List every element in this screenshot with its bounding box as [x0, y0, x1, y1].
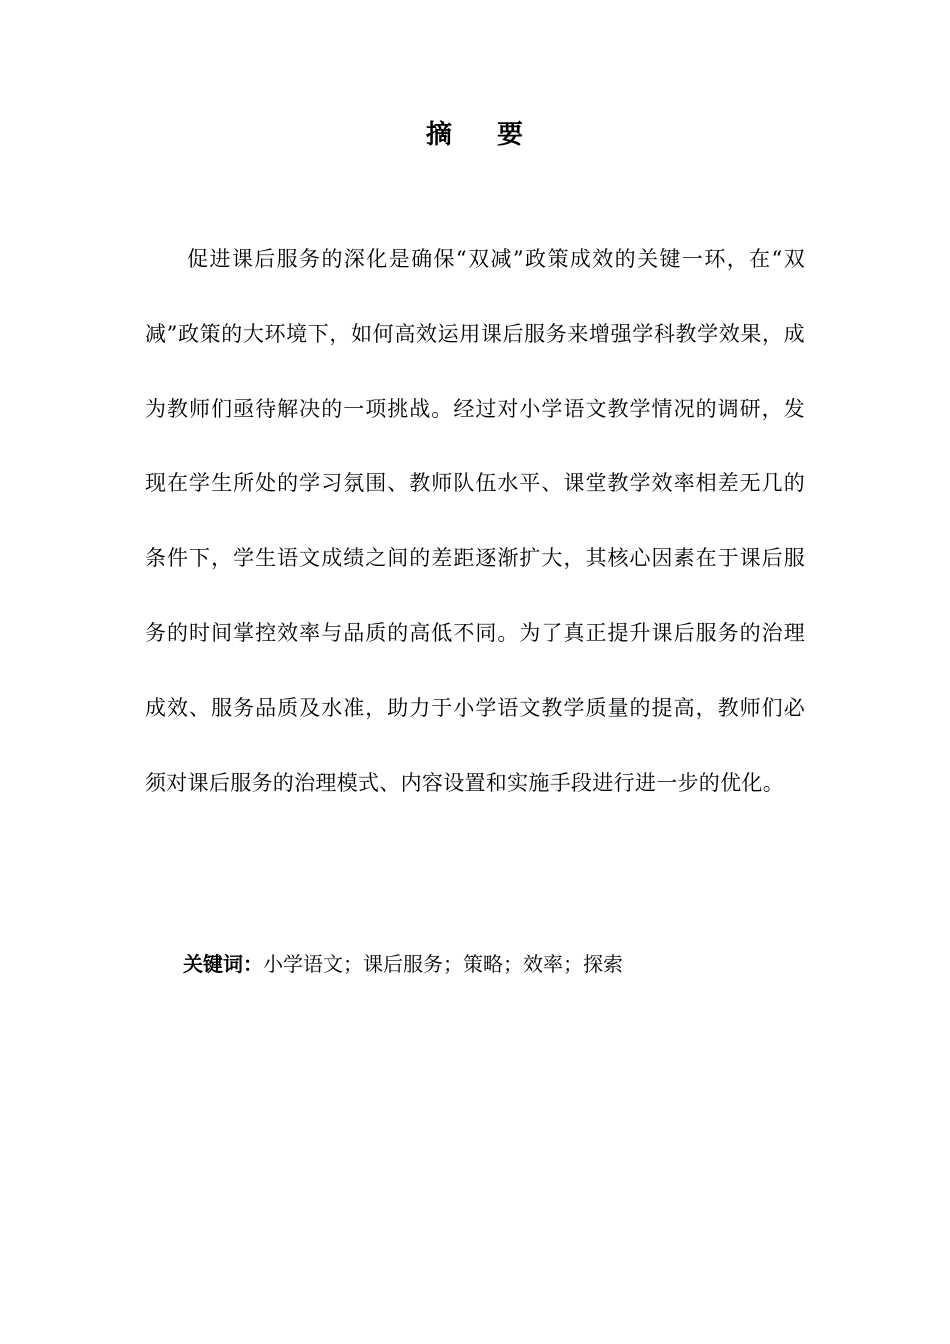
keywords-line — [183, 944, 623, 984]
keywords-list: 小学语文；课后服务；策略；效率；探索 — [263, 952, 623, 976]
title-char-2: 要 — [497, 120, 525, 150]
title-char-1: 摘 — [425, 120, 453, 150]
keywords-label: 关键词： — [183, 952, 263, 976]
abstract-title — [0, 113, 950, 157]
abstract-body: 促进课后服务的深化是确保“双减”政策成效的关键一环，在“双减”政策的大环境下，如何高效运用课后服务来增强学科教学效果，成为教师们亟待解决的一项挑战。经过对小学语文教学情况的调研，发现在学生所处的学习氛围、教师队伍水平、课堂教学效率相差无几的条件下，学生语文成绩之间的差距逐渐扩大，其核心因素在于课后服务的时间掌控效率与品质的高低不同。为了真正提升课后服务的治理成效、服务品质及水准，助力于小学语文教学质量的提高，教师们必须对课后服务的治理模式、内容设置和实施手段进行进一步的优化。 — [145, 247, 805, 795]
